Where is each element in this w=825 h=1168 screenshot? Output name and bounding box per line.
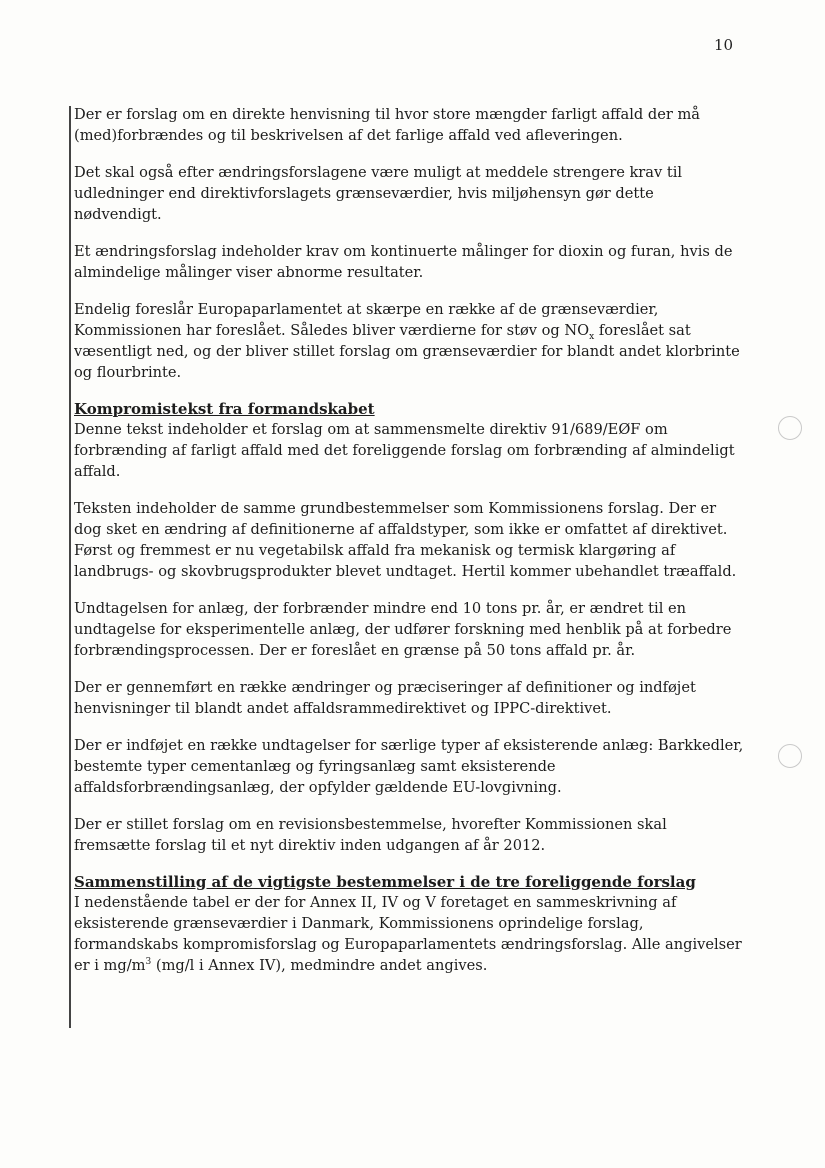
section-sammenstilling	[74, 872, 744, 976]
paragraph-text: foreslået sat væsentligt ned, og der bliver stillet forslag om grænseværdier for blandt andet klorbrinte og flourbrinte.	[74, 322, 740, 381]
paragraph	[74, 299, 744, 383]
paragraph: Det skal også efter ændringsforslagene være muligt at meddele strengere krav til udledninger end direktivforslagets grænseværdier, hvis miljøhensyn gør dette nødvendigt.	[74, 164, 683, 223]
paragraph: Denne tekst indeholder et forslag om at sammensmelte direktiv 91/689/EØF om forbrænding af farligt affald med det foreliggende forslag om forbrænding af almindeligt affald.	[74, 421, 735, 480]
paragraph: Teksten indeholder de samme grundbestemmelser som Kommissionens forslag. Der er dog sket en ændring af definitionerne af affaldstyper, som ikke er omfattet af direktivet. Først og fremmest er nu vegetabilsk affald fra mekanisk og termisk klargøring af landbrugs- og skovbrugsprodukter blevet undtaget. Hertil kommer ubehandlet træaffald.	[74, 500, 737, 580]
paragraph: Der er forslag om en direkte henvisning til hvor store mængder farligt affald der må (med)forbrændes og til beskrivelsen af det farlige affald ved afleveringen.	[74, 106, 701, 144]
section-formandskabet	[74, 399, 744, 856]
paragraph: Et ændringsforslag indeholder krav om kontinuerte målinger for dioxin og furan, hvis de almindelige målinger viser abnorme resultater.	[74, 243, 733, 281]
document-body	[74, 104, 744, 992]
margin-change-bar	[69, 106, 71, 1028]
paragraph-text: (mg/l i Annex IV), medmindre andet angives.	[151, 957, 488, 974]
paragraph: Der er stillet forslag om en revisionsbestemmelse, hvorefter Kommissionen skal fremsætte forslag til et nyt direktiv inden udgangen af år 2012.	[74, 816, 667, 854]
section-heading: Kompromistekst fra formandskabet	[74, 400, 375, 418]
paragraph-text: Endelig foreslår Europaparlamentet at skærpe en række af de grænseværdier, Kommissionen har foreslået. Således bliver værdierne for støv og NO	[74, 301, 659, 339]
paragraph: Der er indføjet en række undtagelser for særlige typer af eksisterende anlæg: Barkkedler, bestemte typer cementanlæg og fyringsanlæg samt eksisterende affaldsforbrændingsanlæg, der opfylder gældende EU-lovgivning.	[74, 737, 744, 796]
subscript: x	[589, 331, 595, 342]
punch-hole	[778, 416, 802, 440]
paragraph	[74, 892, 744, 976]
paragraph-text: I nedenstående tabel er der for Annex II, IV og V foretaget en sammeskrivning af eksisterende grænseværdier i Danmark, Kommissionens oprindelige forslag, formandskabs kompromisforslag og Europaparlamentets ændringsforslag. Alle angivelser er i mg/m	[74, 894, 742, 974]
paragraph: Der er gennemført en række ændringer og præciseringer af definitioner og indføjet henvisninger til blandt andet affaldsrammedirektivet og IPPC-direktivet.	[74, 679, 696, 717]
page-number: 10	[714, 36, 734, 54]
superscript: 3	[145, 957, 152, 968]
paragraph: Undtagelsen for anlæg, der forbrænder mindre end 10 tons pr. år, er ændret til en undtagelse for eksperimentelle anlæg, der udfører forskning med henblik på at forbedre forbrændingsprocessen. Der er foreslået en grænse på 50 tons affald pr. år.	[74, 600, 732, 659]
punch-hole	[778, 744, 802, 768]
section-heading: Sammenstilling af de vigtigste bestemmelser i de tre foreliggende forslag	[74, 873, 696, 891]
